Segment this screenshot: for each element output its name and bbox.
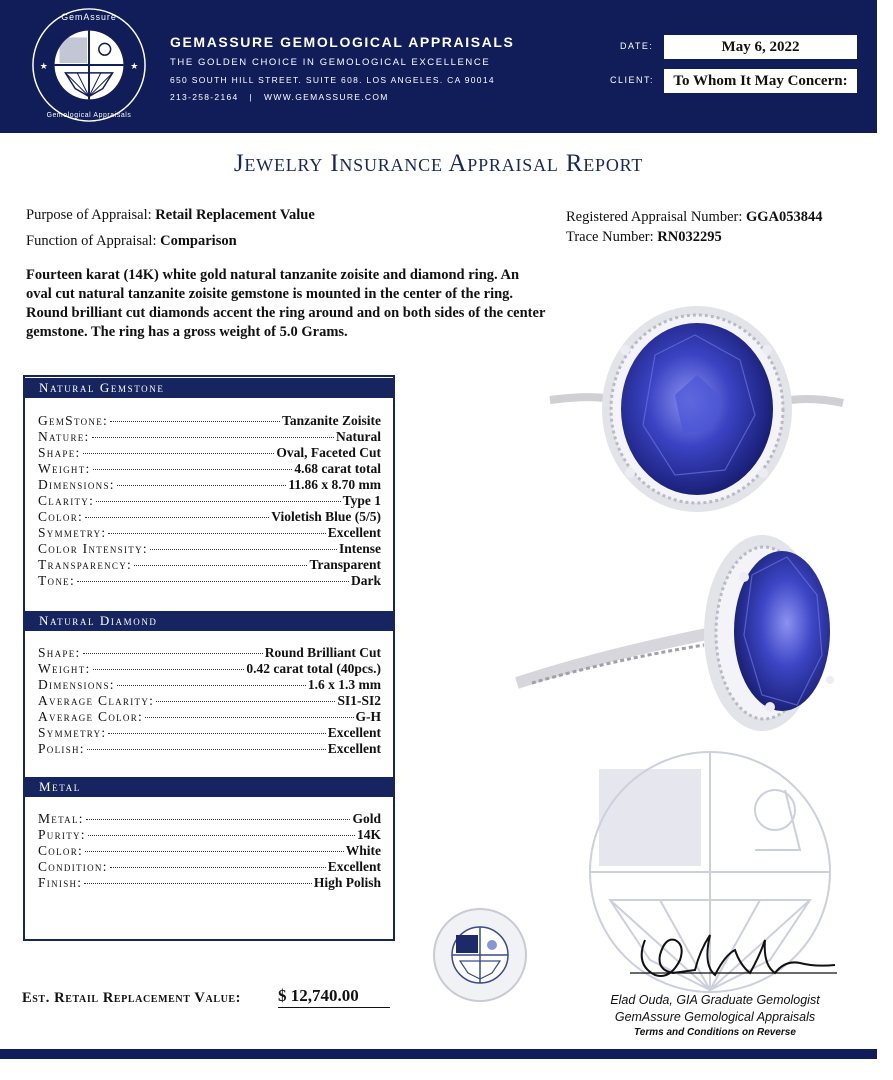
- metal-row: [38, 811, 381, 827]
- signer-name-title: Elad Ouda, GIA Graduate Gemologist: [610, 993, 820, 1007]
- gemstone-row: [38, 445, 381, 461]
- row-value: 1.6 x 1.3 mm: [307, 677, 381, 692]
- diamond-row: [38, 709, 381, 725]
- company-phone: 213-258-2164: [170, 92, 239, 102]
- row-value: Transparent: [309, 557, 381, 572]
- row-label: Clarity:: [38, 493, 95, 508]
- row-label: Metal:: [38, 811, 84, 826]
- company-contact: [170, 92, 389, 102]
- diamond-row: [38, 725, 381, 741]
- gemassure-logo-icon: [30, 6, 148, 124]
- row-value: Excellent: [327, 725, 381, 740]
- row-label: Color:: [38, 509, 84, 524]
- diamond-row: [38, 677, 381, 693]
- metal-rows: [38, 811, 381, 891]
- row-value: 14K: [356, 827, 381, 842]
- svg-text:★: ★: [130, 60, 139, 71]
- replacement-value-amount: $ 12,740.00: [278, 986, 390, 1008]
- row-value: Dark: [351, 573, 381, 588]
- metal-row: [38, 843, 381, 859]
- logo-ring-text-bottom: Gemological Appraisals: [46, 112, 132, 120]
- purpose-label: Purpose of Appraisal:: [26, 207, 152, 223]
- row-value: Violetish Blue (5/5): [271, 509, 381, 524]
- row-label: Tone:: [38, 573, 75, 588]
- gemstone-row: [38, 573, 381, 589]
- metal-row: [38, 875, 381, 891]
- client-label: CLIENT:: [610, 75, 655, 85]
- gemstone-row: [38, 461, 381, 477]
- diamond-section-header: Natural Diamond: [25, 611, 393, 631]
- gemstone-row: [38, 525, 381, 541]
- gemstone-row: [38, 429, 381, 445]
- hologram-seal-icon: [430, 905, 530, 1005]
- contact-separator: |: [242, 92, 261, 102]
- row-label: Weight:: [38, 661, 91, 676]
- company-website: WWW.GEMASSURE.COM: [264, 92, 389, 102]
- row-label: Shape:: [38, 445, 81, 460]
- row-value: 4.68 carat total: [294, 461, 381, 476]
- specifications-box: [23, 375, 395, 941]
- gemstone-rows: [38, 413, 381, 589]
- diamond-row: [38, 645, 381, 661]
- row-value: Intense: [338, 541, 381, 556]
- registered-label: Registered Appraisal Number:: [566, 209, 743, 225]
- signer-company: GemAssure Gemological Appraisals: [614, 1010, 816, 1024]
- row-label: Color Intensity:: [38, 541, 148, 556]
- date-label: DATE:: [620, 41, 654, 51]
- company-address: 650 SOUTH HILL STREET. SUITE 608. LOS ANGELES. CA 90014: [170, 75, 495, 85]
- row-label: Symmetry:: [38, 525, 107, 540]
- registered-value: GGA053844: [746, 209, 823, 225]
- row-value: Type 1: [342, 493, 381, 508]
- gemstone-row: [38, 557, 381, 573]
- row-value: Natural: [336, 429, 381, 444]
- terms-notice: Terms and Conditions on Reverse: [634, 1027, 796, 1038]
- header-banner: [0, 0, 877, 133]
- metal-row: [38, 859, 381, 875]
- gemstone-row: [38, 509, 381, 525]
- gemstone-row: [38, 413, 381, 429]
- diamond-row: [38, 741, 381, 757]
- row-value: G-H: [355, 709, 381, 724]
- row-label: Symmetry:: [38, 725, 107, 740]
- svg-text:★: ★: [39, 60, 48, 71]
- function-line: [26, 233, 237, 250]
- function-label: Function of Appraisal:: [26, 233, 157, 249]
- gemstone-row: [38, 541, 381, 557]
- footer-bar: [0, 1049, 877, 1059]
- row-label: Dimensions:: [38, 677, 115, 692]
- row-label: GemStone:: [38, 413, 109, 428]
- row-value: Round Brilliant Cut: [264, 645, 381, 660]
- trace-label: Trace Number:: [566, 229, 654, 245]
- row-value: Excellent: [327, 525, 381, 540]
- company-tagline: THE GOLDEN CHOICE IN GEMOLOGICAL EXCELLENCE: [170, 57, 491, 68]
- row-label: Polish:: [38, 741, 85, 756]
- purpose-line: [26, 207, 315, 224]
- row-value: High Polish: [313, 875, 381, 890]
- registered-number-line: [566, 209, 823, 226]
- row-value: Oval, Faceted Cut: [276, 445, 381, 460]
- trace-number-line: [566, 229, 722, 246]
- row-label: Average Color:: [38, 709, 144, 724]
- ring-side-view-photo: [512, 535, 842, 740]
- row-label: Color:: [38, 843, 84, 858]
- row-value: SI1-SI2: [337, 693, 381, 708]
- company-name: GEMASSURE GEMOLOGICAL APPRAISALS: [170, 34, 515, 50]
- gemstone-row: [38, 477, 381, 493]
- row-label: Transparency:: [38, 557, 133, 572]
- logo-ring-text-top: GemAssure: [61, 11, 117, 22]
- trace-value: RN032295: [657, 229, 722, 245]
- row-value: Gold: [352, 811, 381, 826]
- replacement-value-label: Est. Retail Replacement Value:: [22, 990, 242, 1006]
- ring-top-view-photo: [545, 305, 845, 525]
- signature-icon: [625, 915, 840, 990]
- row-label: Nature:: [38, 429, 90, 444]
- row-value: Excellent: [327, 741, 381, 756]
- row-value: 11.86 x 8.70 mm: [288, 477, 381, 492]
- diamond-row: [38, 693, 381, 709]
- date-field: May 6, 2022: [664, 35, 857, 59]
- function-value: Comparison: [160, 233, 237, 249]
- gemstone-section-header: Natural Gemstone: [25, 378, 393, 398]
- row-value: 0.42 carat total (40pcs.): [246, 661, 381, 676]
- row-value: White: [345, 843, 381, 858]
- metal-section-header: Metal: [25, 777, 393, 797]
- row-label: Average Clarity:: [38, 693, 155, 708]
- metal-row: [38, 827, 381, 843]
- row-label: Finish:: [38, 875, 83, 890]
- gemstone-row: [38, 493, 381, 509]
- client-field: To Whom It May Concern:: [664, 69, 857, 93]
- report-title: Jewelry Insurance Appraisal Report: [233, 150, 644, 177]
- row-label: Purity:: [38, 827, 86, 842]
- row-value: Excellent: [327, 859, 381, 874]
- item-description: Fourteen karat (14K) white gold natural tanzanite zoisite and diamond ring. An oval cut natural tanzanite zoisite gemstone is mounted in the center of the ring. Round brilliant cut diamonds accent the ring around and on both sides of the center gemstone. The ring has a gross weight of 5.0 Grams.: [26, 267, 546, 340]
- row-label: Condition:: [38, 859, 108, 874]
- diamond-row: [38, 661, 381, 677]
- row-label: Dimensions:: [38, 477, 115, 492]
- row-value: Tanzanite Zoisite: [282, 413, 381, 428]
- row-label: Weight:: [38, 461, 91, 476]
- row-label: Shape:: [38, 645, 81, 660]
- purpose-value: Retail Replacement Value: [155, 207, 315, 223]
- diamond-rows: [38, 645, 381, 757]
